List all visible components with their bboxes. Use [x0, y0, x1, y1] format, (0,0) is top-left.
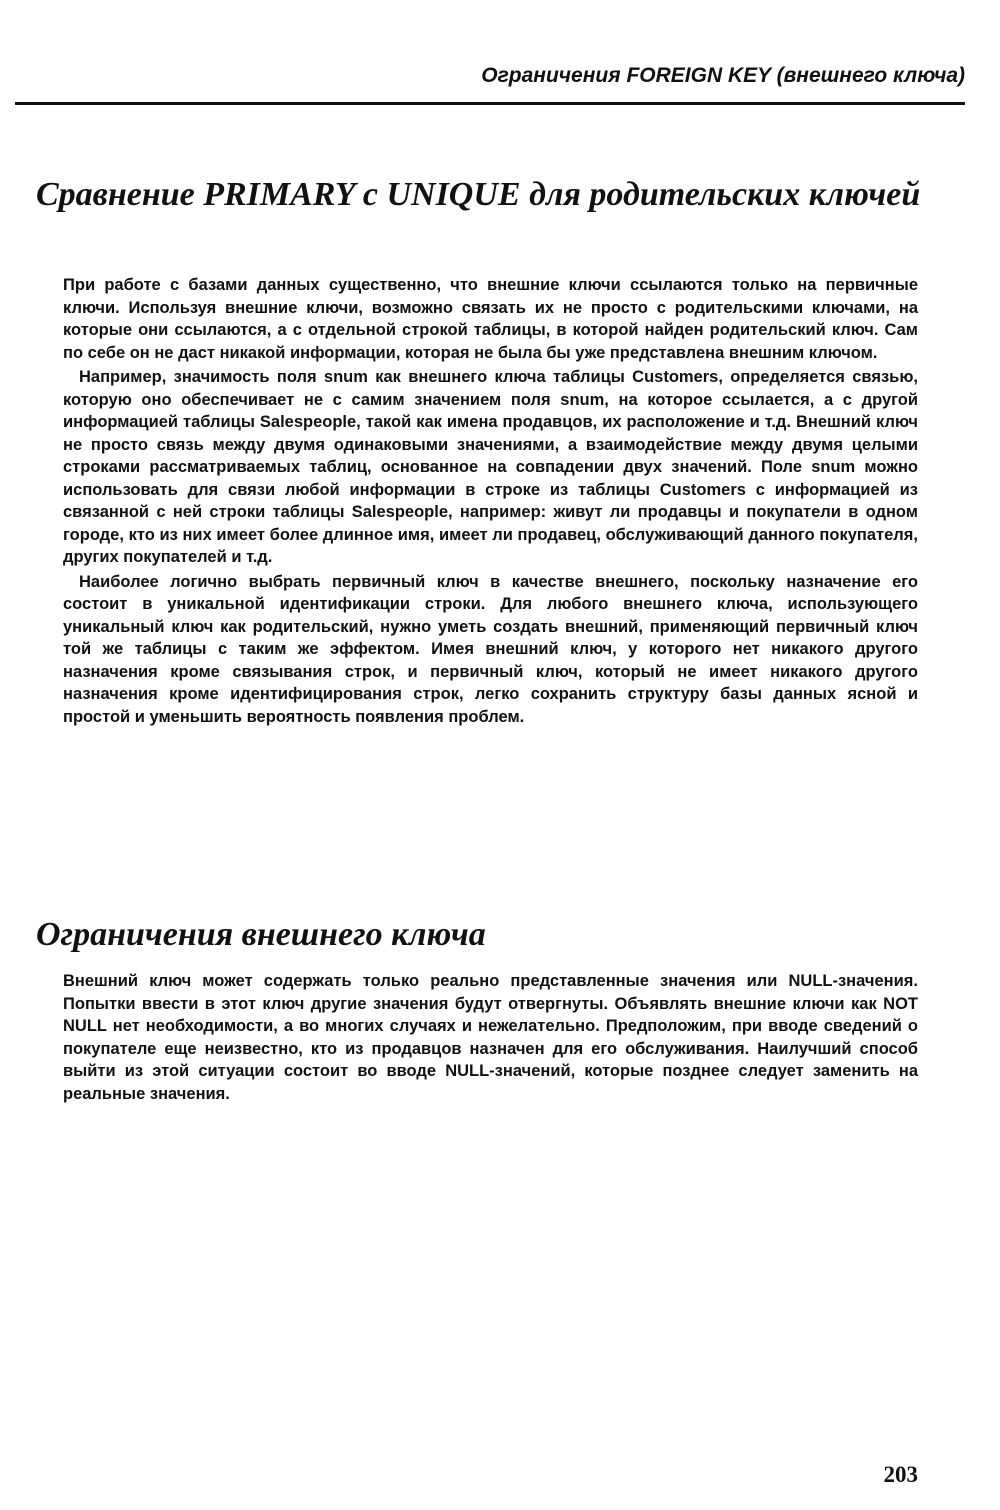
section-title-foreign-key-constraints: Ограничения внешнего ключа: [36, 916, 486, 953]
page-number: 203: [883, 1462, 918, 1487]
running-head: Ограничения FOREIGN KEY (внешнего ключа): [481, 64, 965, 87]
header-rule: [15, 102, 965, 105]
paragraph: Например, значимость поля snum как внешнего ключа таблицы Customers, определяется связью, которую оно обеспечивает не с самим значением поля snum, на которое ссылается, а с другой информацией таблицы Salespeople, такой как имена продавцов, их расположение и т.д. Внешний ключ не просто связь между двумя одинаковыми значениями, а взаимодействие между двумя целыми строками рассматриваемых таблиц, основанное на совпадении двух значений. Поле snum можно использовать для связи любой информации в строке из таблицы Customers с информацией из связанной с ней строки таблицы Salespeople, например: живут ли продавцы и покупатели в одном городе, кто из них имеет более длинное имя, имеет ли продавец, обслуживающий данного покупателя, других покупателей и т.д.: [63, 368, 918, 566]
section-body-foreign-key-constraints: [63, 970, 918, 1107]
paragraph: Внешний ключ может содержать только реально представленные значения или NULL-значения. Попытки ввести в этот ключ другие значения будут отвергнуты. Объявлять внешние ключи как NOT NULL нет необходимости, а во многих случаях и нежелательно. Предположим, при вводе сведений о покупателе еще неизвестно, кто из продавцов назначен для его обслуживания. Наилучший способ выйти из этой ситуации состоит во вводе NULL-значений, которые позднее следует заменить на реальные значения.: [63, 972, 918, 1103]
section-title-primary-vs-unique: Сравнение PRIMARY с UNIQUE для родительских ключей: [36, 176, 921, 213]
paragraph: Наиболее логично выбрать первичный ключ в качестве внешнего, поскольку назначение его состоит в уникальной идентификации строки. Для любого внешнего ключа, использующего уникальный ключ как родительский, нужно уметь создать внешний, применяющий первичный ключ той же таблицы с таким же эффектом. Имея внешний ключ, у которого нет никакого другого назначения кроме связывания строк, и первичный ключ, который не имеет никакого другого назначения кроме идентифицирования строк, легко сохранить структуру базы данных ясной и простой и уменьшить вероятность появления проблем.: [63, 572, 918, 726]
paragraph: При работе с базами данных существенно, что внешние ключи ссылаются только на первичные ключи. Используя внешние ключи, возможно связать их не просто с родительскими ключами, на которые они ссылаются, а с отдельной строкой таблицы, в которой найден родительский ключ. Сам по себе он не даст никакой информации, которая не была бы уже представлена внешним ключом.: [63, 276, 918, 362]
section-body-primary-vs-unique: [63, 274, 918, 730]
